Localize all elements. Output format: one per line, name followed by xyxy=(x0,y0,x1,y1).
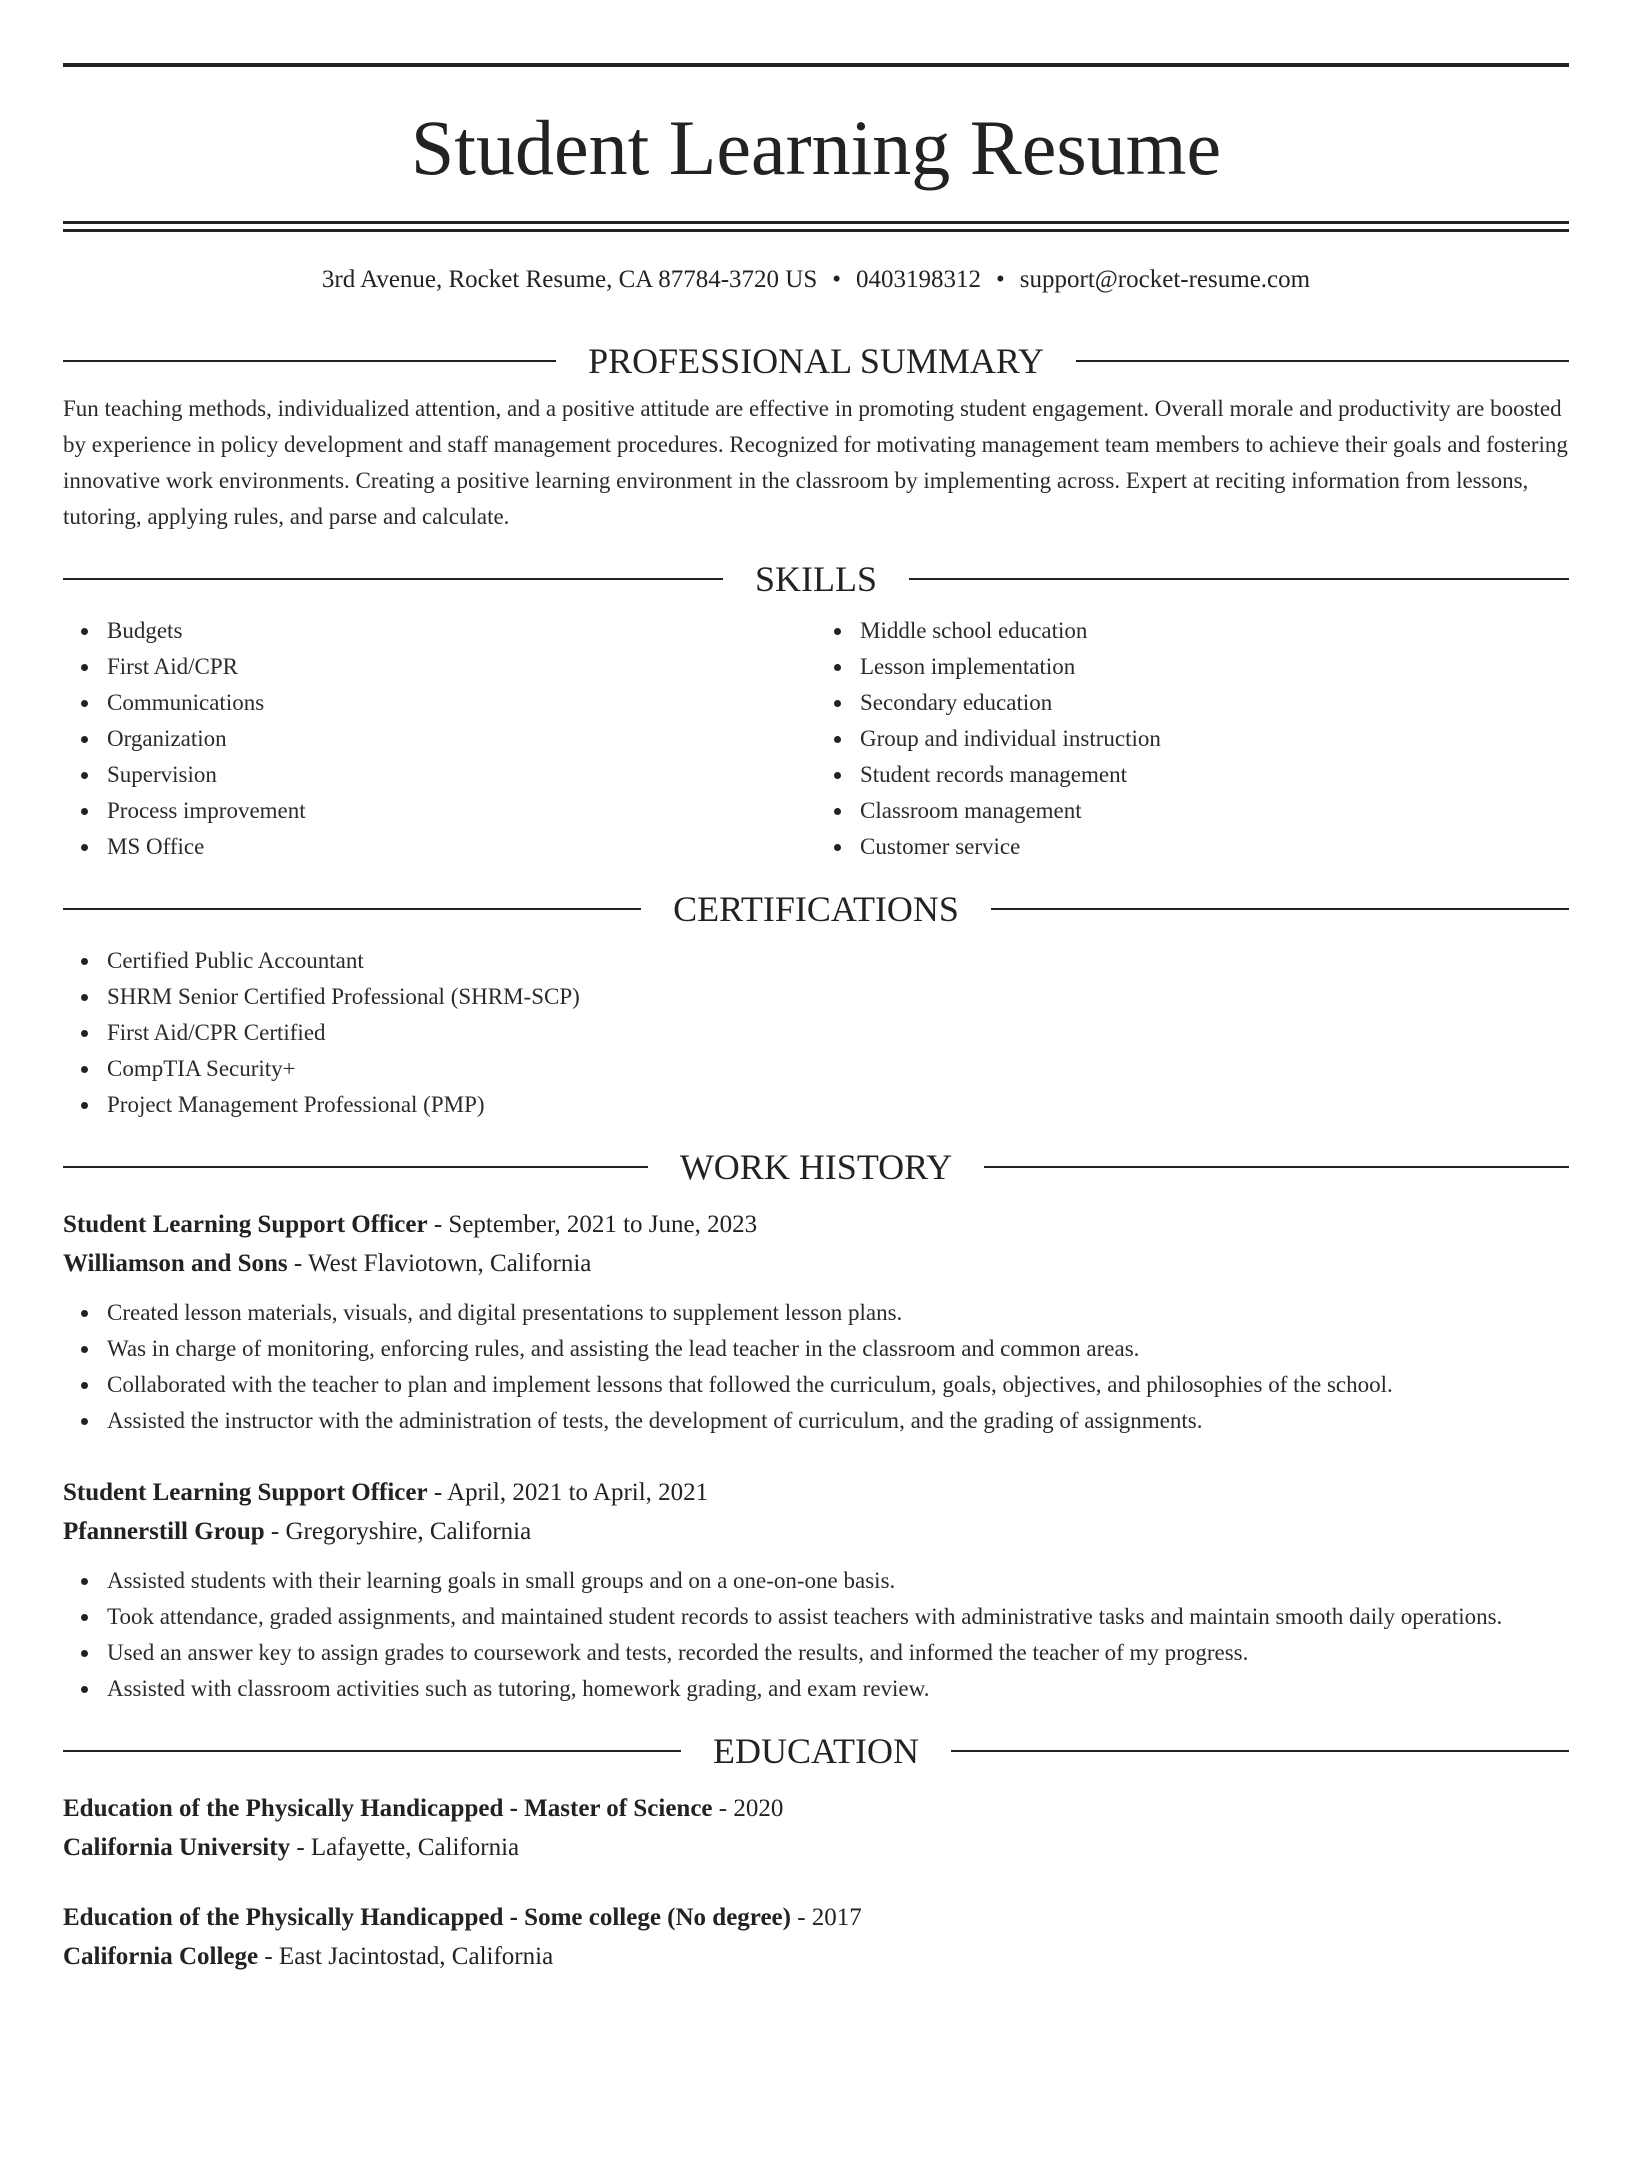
job-bullet: Assisted students with their learning goals in small groups and on a one-on-one basis. xyxy=(63,1563,1569,1599)
section-rule xyxy=(991,908,1569,910)
contact-email: support@rocket-resume.com xyxy=(1019,266,1311,293)
section-title-summary: PROFESSIONAL SUMMARY xyxy=(588,341,1044,381)
skill-item: Middle school education xyxy=(816,613,1569,649)
job-dates: - September, 2021 to June, 2023 xyxy=(427,1211,758,1238)
job-bullet: Created lesson materials, visuals, and digital presentations to supplement lesson plans. xyxy=(63,1295,1569,1331)
section-rule xyxy=(984,1166,1569,1168)
skill-item: Customer service xyxy=(816,829,1569,865)
section-title-work: WORK HISTORY xyxy=(679,1147,953,1187)
skill-item: Communications xyxy=(63,685,816,721)
skill-item: Process improvement xyxy=(63,793,816,829)
education-location: - East Jacintostad, California xyxy=(258,1943,554,1970)
education-school: California College xyxy=(63,1943,259,1970)
job-title: Student Learning Support Officer xyxy=(63,1479,428,1506)
skill-item: Student records management xyxy=(816,757,1569,793)
summary-text: Fun teaching methods, individualized attention, and a positive attitude are effective in promoting student engagement. Overall morale and productivity are boosted by experience in policy development and staff management procedures. Recognized for motivating management team members to achieve their goals and fostering innovative work environments. Creating a positive learning environment in the classroom by implementing across. Expert at reciting information from lessons, tutoring, applying rules, and parse and calculate. xyxy=(63,396,1568,529)
contact-address: 3rd Avenue, Rocket Resume, CA 87784-3720 US xyxy=(321,266,818,293)
job-bullets xyxy=(63,1563,1569,1707)
section-rule xyxy=(909,578,1569,580)
contact-phone: 0403198312 xyxy=(856,266,982,293)
certifications-list xyxy=(63,943,1569,1123)
job-company-line xyxy=(63,1512,1569,1551)
contact-separator: • xyxy=(996,266,1005,293)
job-bullet: Used an answer key to assign grades to coursework and tests, recorded the results, and informed the teacher of my progress. xyxy=(63,1635,1569,1671)
contact-separator: • xyxy=(832,266,842,293)
certification-item: SHRM Senior Certified Professional (SHRM-SCP) xyxy=(63,979,1569,1015)
job-company-line xyxy=(63,1244,1569,1283)
skills-column-left xyxy=(63,613,816,865)
section-header-education xyxy=(63,1729,1569,1773)
certification-item: Certified Public Accountant xyxy=(63,943,1569,979)
education-degree-line xyxy=(63,1898,1569,1937)
certification-item: CompTIA Security+ xyxy=(63,1051,1569,1087)
section-rule xyxy=(63,1166,648,1168)
skill-item: Classroom management xyxy=(816,793,1569,829)
job-bullet: Took attendance, graded assignments, and maintained student records to assist teachers with administrative tasks and maintain smooth daily operations. xyxy=(63,1599,1569,1635)
job-entry xyxy=(63,1473,1569,1707)
section-rule xyxy=(1076,360,1569,362)
section-title-education: EDUCATION xyxy=(713,1731,919,1771)
job-bullets xyxy=(63,1295,1569,1439)
section-rule xyxy=(951,1750,1569,1752)
job-company: Pfannerstill Group xyxy=(63,1518,265,1545)
section-rule xyxy=(63,578,723,580)
skill-item: First Aid/CPR xyxy=(63,649,816,685)
contact-line xyxy=(63,265,1569,295)
section-header-summary xyxy=(63,339,1569,383)
job-dates: - April, 2021 to April, 2021 xyxy=(427,1479,709,1506)
job-entry xyxy=(63,1205,1569,1439)
skill-item: MS Office xyxy=(63,829,816,865)
section-header-work xyxy=(63,1145,1569,1189)
education-entry xyxy=(63,1898,1569,1976)
section-rule xyxy=(63,1750,681,1752)
education-degree: Education of the Physically Handicapped - Master of Science xyxy=(63,1795,713,1822)
education-entry xyxy=(63,1789,1569,1867)
job-bullet: Assisted the instructor with the administration of tests, the development of curriculum, and the grading of assignments. xyxy=(63,1403,1569,1439)
education-location: - Lafayette, California xyxy=(290,1834,520,1861)
education-school-line xyxy=(63,1828,1569,1867)
skills-list xyxy=(63,613,1569,865)
skills-column-right xyxy=(816,613,1569,865)
section-header-skills xyxy=(63,557,1569,601)
job-title-line xyxy=(63,1473,1569,1512)
certification-item: Project Management Professional (PMP) xyxy=(63,1087,1569,1123)
skill-item: Organization xyxy=(63,721,816,757)
resume-title: Student Learning Resume xyxy=(410,104,1222,191)
job-location: - West Flaviotown, California xyxy=(287,1250,592,1277)
job-company: Williamson and Sons xyxy=(63,1250,288,1277)
education-school-line xyxy=(63,1937,1569,1976)
skill-item: Group and individual instruction xyxy=(816,721,1569,757)
title-double-rule xyxy=(63,221,1569,232)
education-school: California University xyxy=(63,1834,291,1861)
certification-item: First Aid/CPR Certified xyxy=(63,1015,1569,1051)
section-rule xyxy=(63,360,556,362)
section-title-skills: SKILLS xyxy=(755,559,878,599)
section-rule xyxy=(63,908,641,910)
job-location: - Gregoryshire, California xyxy=(264,1518,532,1545)
skill-item: Lesson implementation xyxy=(816,649,1569,685)
job-bullet: Collaborated with the teacher to plan and implement lessons that followed the curriculum, goals, objectives, and philosophies of the school. xyxy=(63,1367,1569,1403)
job-title-line xyxy=(63,1205,1569,1244)
top-rule xyxy=(63,63,1569,67)
section-title-certifications: CERTIFICATIONS xyxy=(673,889,959,929)
education-year: - 2020 xyxy=(712,1795,784,1822)
section-header-certifications xyxy=(63,887,1569,931)
job-title: Student Learning Support Officer xyxy=(63,1211,428,1238)
skill-item: Secondary education xyxy=(816,685,1569,721)
education-degree-line xyxy=(63,1789,1569,1828)
job-bullet: Was in charge of monitoring, enforcing rules, and assisting the lead teacher in the classroom and common areas. xyxy=(63,1331,1569,1367)
skill-item: Budgets xyxy=(63,613,816,649)
resume-page xyxy=(0,63,1632,2175)
skill-item: Supervision xyxy=(63,757,816,793)
job-bullet: Assisted with classroom activities such as tutoring, homework grading, and exam review. xyxy=(63,1671,1569,1707)
education-year: - 2017 xyxy=(790,1904,862,1931)
education-degree: Education of the Physically Handicapped - Some college (No degree) xyxy=(63,1904,791,1931)
